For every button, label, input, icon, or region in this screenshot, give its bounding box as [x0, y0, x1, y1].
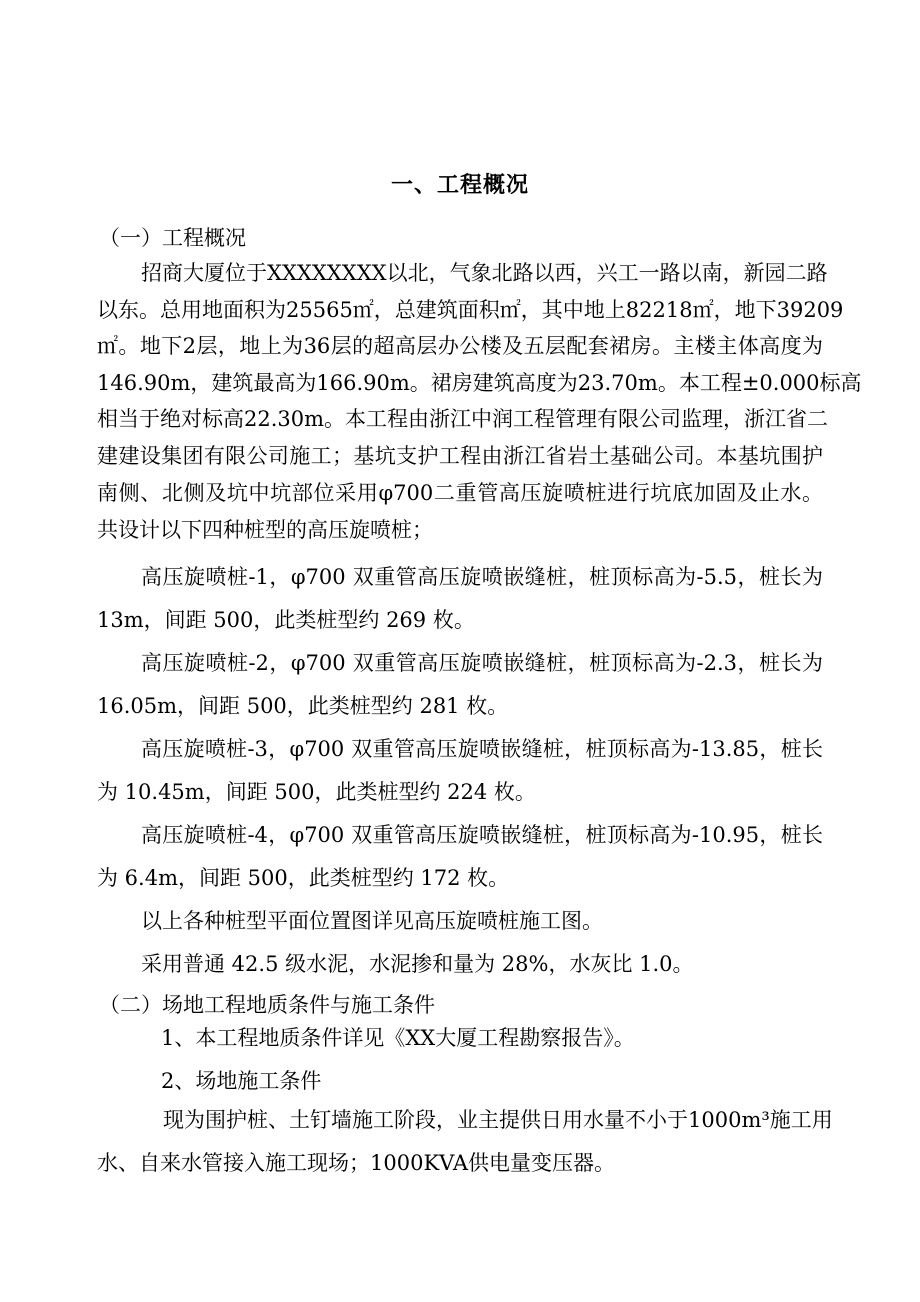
section-heading-site-conditions: （二）场地工程地质条件与施工条件: [99, 993, 435, 1017]
pile-spec-line: 高压旋喷桩-4，φ700 双重管高压旋喷嵌缝桩，桩顶标高为-10.95，桩长: [141, 823, 823, 847]
pile-spec-line: 为 6.4m，间距 500，此类桩型约 172 枚。: [97, 866, 510, 890]
paragraph-line: 水、自来水管接入施工现场；1000KVA供电量变压器。: [97, 1151, 616, 1175]
document-title: 一、工程概况: [390, 172, 529, 198]
paragraph-line: 以东。总用地面积为25565㎡，总建筑面积㎡，其中地上82218㎡，地下39209: [97, 298, 844, 322]
pile-spec-line: 高压旋喷桩-3，φ700 双重管高压旋喷嵌缝桩，桩顶标高为-13.85，桩长: [141, 737, 823, 761]
list-item: 1、本工程地质条件详见《XX大厦工程勘察报告》。: [161, 1026, 635, 1050]
paragraph-line: 南侧、北侧及坑中坑部位采用φ700二重管高压旋喷桩进行坑底加固及止水。: [97, 481, 823, 505]
pile-spec-line: 高压旋喷桩-1，φ700 双重管高压旋喷嵌缝桩，桩顶标高为-5.5，桩长为: [141, 565, 823, 589]
paragraph-line: 共设计以下四种桩型的高压旋喷桩；: [97, 518, 433, 542]
pile-spec-line: 为 10.45m，间距 500，此类桩型约 224 枚。: [97, 780, 536, 804]
paragraph-line: 建建设集团有限公司施工；基坑支护工程由浙江省岩土基础公司。本基坑围护: [97, 444, 823, 468]
list-item: 2、场地施工条件: [161, 1069, 322, 1093]
pile-spec-line: 高压旋喷桩-2，φ700 双重管高压旋喷嵌缝桩，桩顶标高为-2.3，桩长为: [141, 651, 823, 675]
paragraph-line: 相当于绝对标高22.30m。本工程由浙江中润工程管理有限公司监理，浙江省二: [97, 407, 829, 431]
note-line: 以上各种桩型平面位置图详见高压旋喷桩施工图。: [141, 909, 603, 933]
paragraph-line: ㎡。地下2层，地上为36层的超高层办公楼及五层配套裙房。主楼主体高度为: [97, 334, 823, 358]
paragraph-line: 146.90m，建筑最高为166.90m。裙房建筑高度为23.70m。本工程±0.000标高: [97, 371, 862, 395]
pile-spec-line: 13m，间距 500，此类桩型约 269 枚。: [97, 608, 475, 632]
pile-spec-line: 16.05m，间距 500，此类桩型约 281 枚。: [97, 694, 509, 718]
section-heading-overview: （一）工程概况: [99, 226, 246, 250]
note-line: 采用普通 42.5 级水泥，水泥掺和量为 28%，水灰比 1.0。: [141, 952, 694, 976]
paragraph-line: 招商大厦位于XXXXXXXX以北，气象北路以西，兴工一路以南，新园二路: [141, 261, 828, 285]
paragraph-line: 现为围护桩、土钉墙施工阶段，业主提供日用水量不小于1000m³施工用: [163, 1108, 833, 1132]
